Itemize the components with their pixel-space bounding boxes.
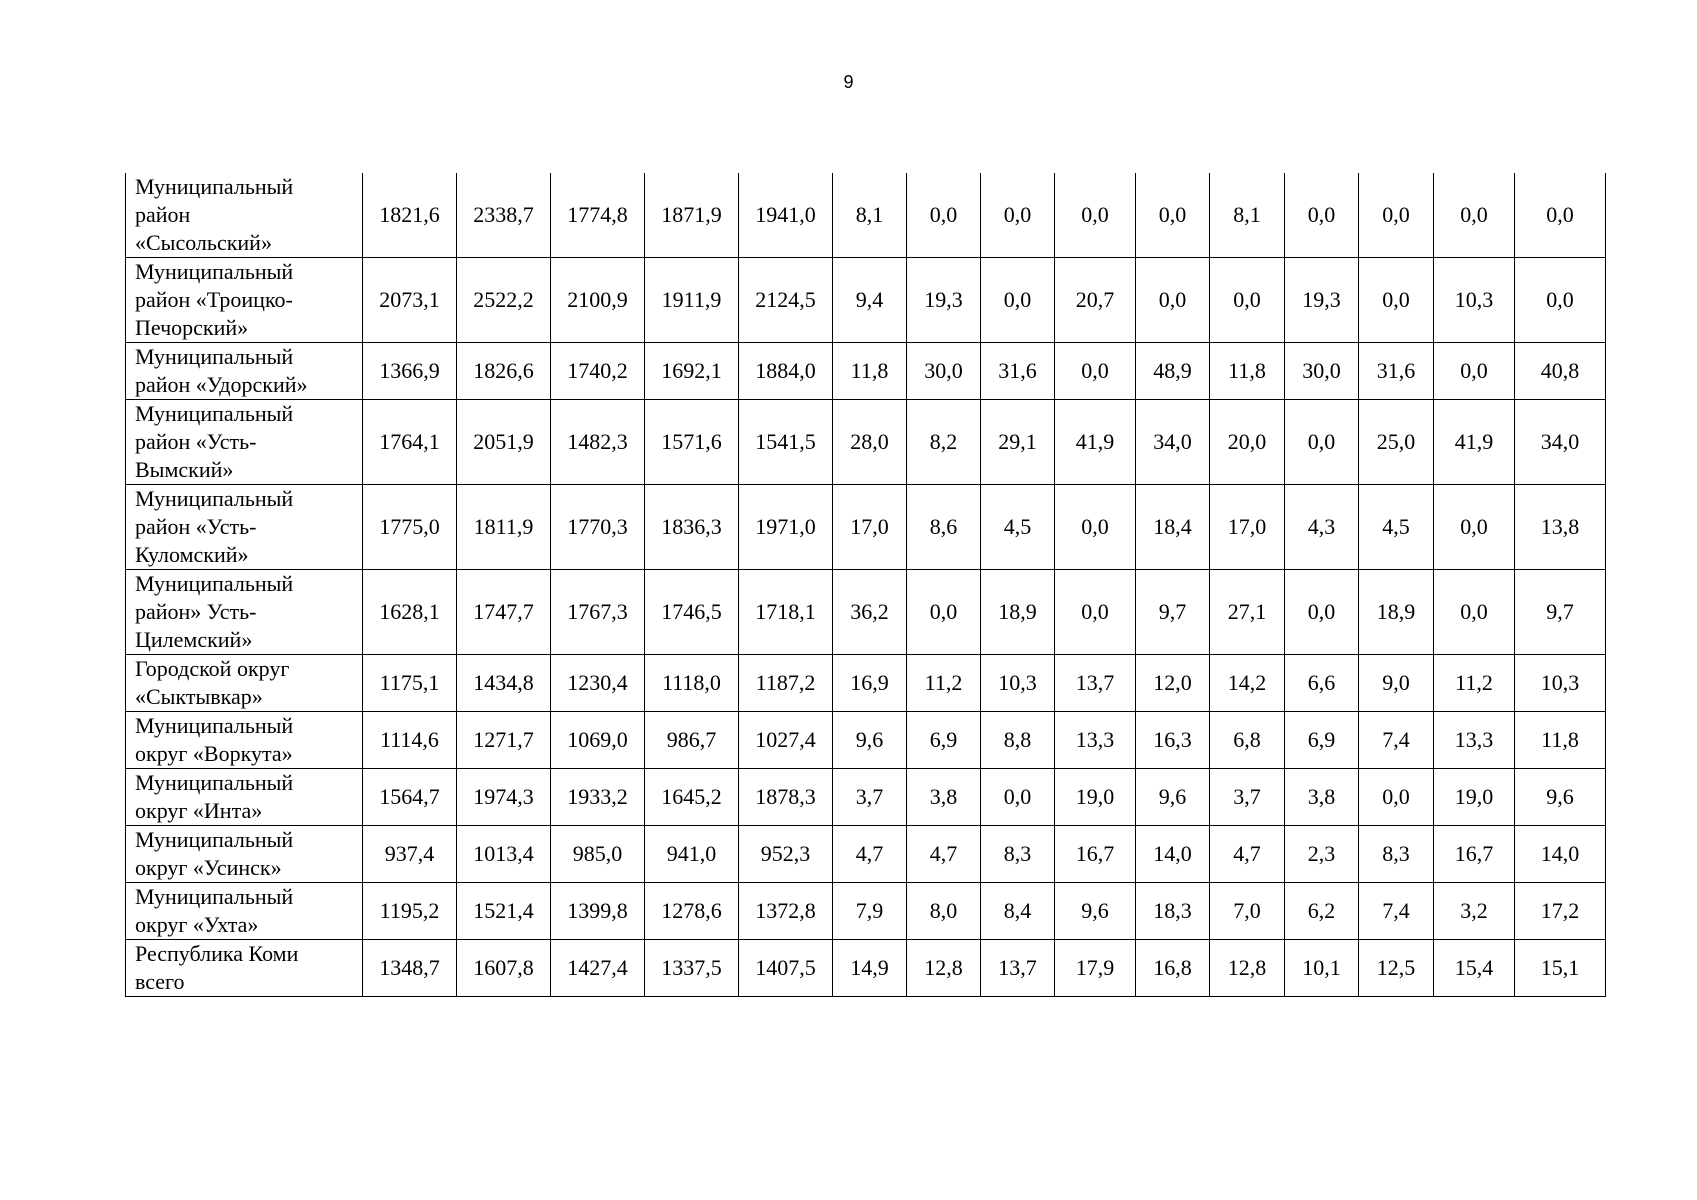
row-name-cell xyxy=(126,940,363,997)
value-cell: 11,8 xyxy=(833,343,907,400)
value-cell: 1187,2 xyxy=(739,655,833,712)
value-cell: 7,9 xyxy=(833,883,907,940)
value-cell: 14,9 xyxy=(833,940,907,997)
value-cell: 14,0 xyxy=(1136,826,1210,883)
value-cell: 2,3 xyxy=(1285,826,1359,883)
value-cell: 0,0 xyxy=(1434,173,1515,258)
row-name-cell xyxy=(126,343,363,400)
value-cell: 6,9 xyxy=(907,712,981,769)
value-cell: 1941,0 xyxy=(739,173,833,258)
value-cell: 1372,8 xyxy=(739,883,833,940)
value-cell: 15,4 xyxy=(1434,940,1515,997)
value-cell: 30,0 xyxy=(1285,343,1359,400)
value-cell: 8,4 xyxy=(981,883,1055,940)
row-name-line: всего xyxy=(135,969,185,994)
value-cell: 13,3 xyxy=(1055,712,1136,769)
value-cell: 6,9 xyxy=(1285,712,1359,769)
value-cell: 16,7 xyxy=(1434,826,1515,883)
value-cell: 0,0 xyxy=(1359,258,1434,343)
value-cell: 8,6 xyxy=(907,485,981,570)
value-cell: 4,3 xyxy=(1285,485,1359,570)
value-cell: 3,7 xyxy=(1210,769,1285,826)
value-cell: 19,3 xyxy=(907,258,981,343)
value-cell: 17,9 xyxy=(1055,940,1136,997)
value-cell: 20,7 xyxy=(1055,258,1136,343)
value-cell: 6,8 xyxy=(1210,712,1285,769)
value-cell: 20,0 xyxy=(1210,400,1285,485)
value-cell: 15,1 xyxy=(1515,940,1606,997)
value-cell: 16,9 xyxy=(833,655,907,712)
value-cell: 1399,8 xyxy=(551,883,645,940)
row-name-line: округ «Инта» xyxy=(135,798,263,823)
value-cell: 1971,0 xyxy=(739,485,833,570)
value-cell: 1770,3 xyxy=(551,485,645,570)
value-cell: 1271,7 xyxy=(457,712,551,769)
table-row xyxy=(126,655,1606,712)
value-cell: 0,0 xyxy=(1359,173,1434,258)
value-cell: 1114,6 xyxy=(363,712,457,769)
value-cell: 2100,9 xyxy=(551,258,645,343)
value-cell: 10,3 xyxy=(1434,258,1515,343)
row-name-line: округ «Воркута» xyxy=(135,741,293,766)
value-cell: 1740,2 xyxy=(551,343,645,400)
row-name-line: округ «Ухта» xyxy=(135,912,259,937)
table-row xyxy=(126,940,1606,997)
value-cell: 1069,0 xyxy=(551,712,645,769)
value-cell: 14,0 xyxy=(1515,826,1606,883)
value-cell: 3,8 xyxy=(1285,769,1359,826)
row-name-line: Муниципальный xyxy=(135,174,294,199)
value-cell: 1278,6 xyxy=(645,883,739,940)
table-row xyxy=(126,173,1606,258)
page-number: 9 xyxy=(843,72,854,92)
value-cell: 17,2 xyxy=(1515,883,1606,940)
value-cell: 1521,4 xyxy=(457,883,551,940)
table-row xyxy=(126,400,1606,485)
value-cell: 12,5 xyxy=(1359,940,1434,997)
value-cell: 4,7 xyxy=(1210,826,1285,883)
value-cell: 7,4 xyxy=(1359,883,1434,940)
value-cell: 1933,2 xyxy=(551,769,645,826)
row-name-line: Печорский» xyxy=(135,315,249,340)
value-cell: 1607,8 xyxy=(457,940,551,997)
value-cell: 1348,7 xyxy=(363,940,457,997)
value-cell: 7,0 xyxy=(1210,883,1285,940)
value-cell: 1775,0 xyxy=(363,485,457,570)
value-cell: 12,8 xyxy=(907,940,981,997)
table-row xyxy=(126,258,1606,343)
value-cell: 1013,4 xyxy=(457,826,551,883)
value-cell: 1427,4 xyxy=(551,940,645,997)
value-cell: 9,6 xyxy=(1515,769,1606,826)
value-cell: 0,0 xyxy=(1055,570,1136,655)
value-cell: 18,9 xyxy=(1359,570,1434,655)
value-cell: 41,9 xyxy=(1055,400,1136,485)
value-cell: 0,0 xyxy=(1055,485,1136,570)
row-name-line: Муниципальный xyxy=(135,259,294,284)
value-cell: 19,0 xyxy=(1434,769,1515,826)
value-cell: 0,0 xyxy=(1210,258,1285,343)
value-cell: 31,6 xyxy=(1359,343,1434,400)
value-cell: 2124,5 xyxy=(739,258,833,343)
value-cell: 0,0 xyxy=(1285,400,1359,485)
value-cell: 8,3 xyxy=(981,826,1055,883)
value-cell: 1718,1 xyxy=(739,570,833,655)
value-cell: 1541,5 xyxy=(739,400,833,485)
value-cell: 14,2 xyxy=(1210,655,1285,712)
value-cell: 0,0 xyxy=(1359,769,1434,826)
value-cell: 0,0 xyxy=(1434,343,1515,400)
value-cell: 41,9 xyxy=(1434,400,1515,485)
row-name-line: район «Усть- xyxy=(135,429,257,454)
value-cell: 3,2 xyxy=(1434,883,1515,940)
value-cell: 13,8 xyxy=(1515,485,1606,570)
value-cell: 9,0 xyxy=(1359,655,1434,712)
value-cell: 10,3 xyxy=(981,655,1055,712)
value-cell: 8,1 xyxy=(1210,173,1285,258)
value-cell: 1747,7 xyxy=(457,570,551,655)
value-cell: 1767,3 xyxy=(551,570,645,655)
value-cell: 1027,4 xyxy=(739,712,833,769)
value-cell: 0,0 xyxy=(1434,485,1515,570)
value-cell: 13,3 xyxy=(1434,712,1515,769)
table-row xyxy=(126,485,1606,570)
row-name-line: Муниципальный xyxy=(135,827,294,852)
value-cell: 6,6 xyxy=(1285,655,1359,712)
value-cell: 952,3 xyxy=(739,826,833,883)
value-cell: 0,0 xyxy=(1434,570,1515,655)
value-cell: 16,3 xyxy=(1136,712,1210,769)
value-cell: 0,0 xyxy=(1515,173,1606,258)
value-cell: 1811,9 xyxy=(457,485,551,570)
row-name-line: район xyxy=(135,202,191,227)
value-cell: 941,0 xyxy=(645,826,739,883)
value-cell: 1974,3 xyxy=(457,769,551,826)
row-name-cell xyxy=(126,883,363,940)
row-name-line: район «Удорский» xyxy=(135,372,308,397)
table-row xyxy=(126,769,1606,826)
row-name-line: Муниципальный xyxy=(135,770,294,795)
value-cell: 1692,1 xyxy=(645,343,739,400)
row-name-line: Муниципальный xyxy=(135,486,294,511)
value-cell: 985,0 xyxy=(551,826,645,883)
value-cell: 1434,8 xyxy=(457,655,551,712)
value-cell: 4,5 xyxy=(1359,485,1434,570)
value-cell: 1878,3 xyxy=(739,769,833,826)
value-cell: 19,3 xyxy=(1285,258,1359,343)
value-cell: 34,0 xyxy=(1515,400,1606,485)
value-cell: 0,0 xyxy=(1055,343,1136,400)
value-cell: 1482,3 xyxy=(551,400,645,485)
value-cell: 1118,0 xyxy=(645,655,739,712)
value-cell: 1826,6 xyxy=(457,343,551,400)
value-cell: 0,0 xyxy=(981,769,1055,826)
value-cell: 27,1 xyxy=(1210,570,1285,655)
value-cell: 11,2 xyxy=(907,655,981,712)
row-name-line: Муниципальный xyxy=(135,884,294,909)
row-name-cell xyxy=(126,570,363,655)
value-cell: 3,7 xyxy=(833,769,907,826)
value-cell: 0,0 xyxy=(1285,173,1359,258)
value-cell: 1884,0 xyxy=(739,343,833,400)
row-name-line: Муниципальный xyxy=(135,401,294,426)
value-cell: 9,6 xyxy=(1055,883,1136,940)
value-cell: 0,0 xyxy=(907,173,981,258)
value-cell: 13,7 xyxy=(981,940,1055,997)
value-cell: 17,0 xyxy=(833,485,907,570)
value-cell: 4,5 xyxy=(981,485,1055,570)
value-cell: 8,3 xyxy=(1359,826,1434,883)
value-cell: 0,0 xyxy=(981,173,1055,258)
value-cell: 986,7 xyxy=(645,712,739,769)
value-cell: 0,0 xyxy=(1055,173,1136,258)
table-row xyxy=(126,343,1606,400)
value-cell: 1821,6 xyxy=(363,173,457,258)
value-cell: 4,7 xyxy=(833,826,907,883)
row-name-line: Муниципальный xyxy=(135,571,294,596)
value-cell: 1337,5 xyxy=(645,940,739,997)
row-name-line: Муниципальный xyxy=(135,713,294,738)
value-cell: 1774,8 xyxy=(551,173,645,258)
value-cell: 2338,7 xyxy=(457,173,551,258)
value-cell: 25,0 xyxy=(1359,400,1434,485)
value-cell: 7,4 xyxy=(1359,712,1434,769)
table-body xyxy=(126,173,1606,997)
table-row xyxy=(126,712,1606,769)
row-name-line: «Сыктывкар» xyxy=(135,684,263,709)
table-row xyxy=(126,883,1606,940)
data-table xyxy=(125,173,1606,997)
row-name-line: Цилемский» xyxy=(135,627,253,652)
row-name-line: Муниципальный xyxy=(135,344,294,369)
value-cell: 8,1 xyxy=(833,173,907,258)
value-cell: 2051,9 xyxy=(457,400,551,485)
value-cell: 0,0 xyxy=(1136,258,1210,343)
row-name-line: «Сысольский» xyxy=(135,230,272,255)
row-name-cell xyxy=(126,485,363,570)
value-cell: 1571,6 xyxy=(645,400,739,485)
value-cell: 0,0 xyxy=(981,258,1055,343)
value-cell: 9,4 xyxy=(833,258,907,343)
row-name-cell xyxy=(126,258,363,343)
value-cell: 1366,9 xyxy=(363,343,457,400)
value-cell: 28,0 xyxy=(833,400,907,485)
value-cell: 30,0 xyxy=(907,343,981,400)
value-cell: 8,0 xyxy=(907,883,981,940)
row-name-line: округ «Усинск» xyxy=(135,855,282,880)
row-name-cell xyxy=(126,769,363,826)
value-cell: 0,0 xyxy=(907,570,981,655)
value-cell: 9,7 xyxy=(1515,570,1606,655)
value-cell: 9,6 xyxy=(1136,769,1210,826)
value-cell: 10,1 xyxy=(1285,940,1359,997)
value-cell: 10,3 xyxy=(1515,655,1606,712)
value-cell: 0,0 xyxy=(1515,258,1606,343)
value-cell: 9,6 xyxy=(833,712,907,769)
value-cell: 11,8 xyxy=(1515,712,1606,769)
value-cell: 18,4 xyxy=(1136,485,1210,570)
value-cell: 8,8 xyxy=(981,712,1055,769)
row-name-cell xyxy=(126,173,363,258)
value-cell: 1764,1 xyxy=(363,400,457,485)
value-cell: 36,2 xyxy=(833,570,907,655)
value-cell: 13,7 xyxy=(1055,655,1136,712)
value-cell: 1195,2 xyxy=(363,883,457,940)
row-name-cell xyxy=(126,655,363,712)
value-cell: 18,9 xyxy=(981,570,1055,655)
value-cell: 16,7 xyxy=(1055,826,1136,883)
row-name-line: район» Усть- xyxy=(135,599,257,624)
value-cell: 40,8 xyxy=(1515,343,1606,400)
row-name-line: Городской округ xyxy=(135,656,290,681)
value-cell: 17,0 xyxy=(1210,485,1285,570)
row-name-line: Республика Коми xyxy=(135,941,299,966)
row-name-cell xyxy=(126,826,363,883)
value-cell: 31,6 xyxy=(981,343,1055,400)
row-name-cell xyxy=(126,712,363,769)
row-name-line: Куломский» xyxy=(135,542,249,567)
value-cell: 2522,2 xyxy=(457,258,551,343)
row-name-line: Вымский» xyxy=(135,457,234,482)
value-cell: 1836,3 xyxy=(645,485,739,570)
value-cell: 18,3 xyxy=(1136,883,1210,940)
value-cell: 0,0 xyxy=(1285,570,1359,655)
value-cell: 0,0 xyxy=(1136,173,1210,258)
value-cell: 11,2 xyxy=(1434,655,1515,712)
value-cell: 12,0 xyxy=(1136,655,1210,712)
value-cell: 1871,9 xyxy=(645,173,739,258)
value-cell: 2073,1 xyxy=(363,258,457,343)
row-name-line: район «Троицко- xyxy=(135,287,293,312)
table-row xyxy=(126,826,1606,883)
value-cell: 3,8 xyxy=(907,769,981,826)
value-cell: 937,4 xyxy=(363,826,457,883)
value-cell: 12,8 xyxy=(1210,940,1285,997)
value-cell: 9,7 xyxy=(1136,570,1210,655)
value-cell: 19,0 xyxy=(1055,769,1136,826)
value-cell: 1911,9 xyxy=(645,258,739,343)
row-name-line: район «Усть- xyxy=(135,514,257,539)
value-cell: 1746,5 xyxy=(645,570,739,655)
value-cell: 8,2 xyxy=(907,400,981,485)
value-cell: 34,0 xyxy=(1136,400,1210,485)
value-cell: 6,2 xyxy=(1285,883,1359,940)
value-cell: 1230,4 xyxy=(551,655,645,712)
value-cell: 1175,1 xyxy=(363,655,457,712)
value-cell: 29,1 xyxy=(981,400,1055,485)
value-cell: 1407,5 xyxy=(739,940,833,997)
value-cell: 48,9 xyxy=(1136,343,1210,400)
value-cell: 1645,2 xyxy=(645,769,739,826)
value-cell: 16,8 xyxy=(1136,940,1210,997)
value-cell: 4,7 xyxy=(907,826,981,883)
value-cell: 1564,7 xyxy=(363,769,457,826)
value-cell: 11,8 xyxy=(1210,343,1285,400)
table-row xyxy=(126,570,1606,655)
value-cell: 1628,1 xyxy=(363,570,457,655)
row-name-cell xyxy=(126,400,363,485)
